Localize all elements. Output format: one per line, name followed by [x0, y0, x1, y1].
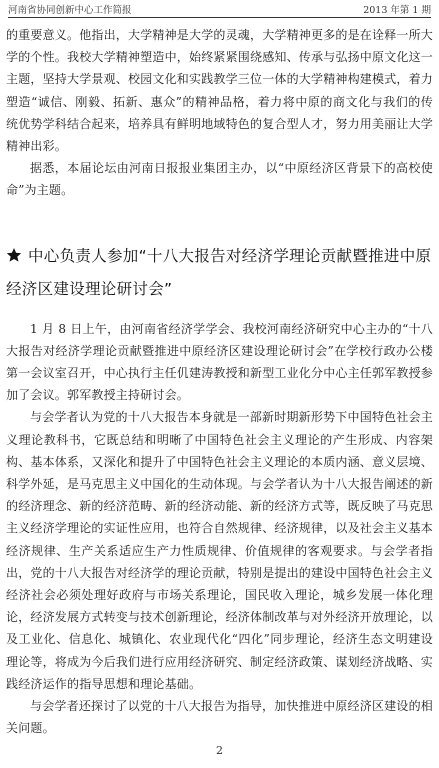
paragraph-top-1: 的重要意义。他指出，大学精神是大学的灵魂，大学精神更多的是在诠释一所大学的个性。我校大学精神塑造中，始终紧紧围绕感知、传承与弘扬中原文化这一主题，坚持大学景观、校园文化和实践教学三位一体的大学精神构建模式，着力塑造“诚信、刚毅、拓新、惠众”的精神品格，着力将中原的商文化与我们的传统优势学科结合起来，培养具有鲜明地域特色的复合型人才，努力用美丽让大学精神出彩。: [6, 28, 434, 154]
header-publication-title: 河南省协同创新中心工作简报: [8, 5, 132, 16]
paragraph-top-2: 据悉，本届论坛由河南日报报业集团主办，以“中原经济区背景下的高校使命”为主题。: [6, 161, 433, 198]
header-issue: 2013 年第 1 期: [363, 5, 431, 16]
section-title-text: 中心负责人参加“十八大报告对经济学理论贡献暨推进中原经济区建设理论研讨会”: [6, 246, 432, 298]
page-content: [6, 24, 433, 739]
star-icon: [6, 240, 24, 273]
paragraph-bottom-2: 与会学者认为党的十八大报告本身就是一部新时期新形势下中国特色社会主义理论教科书，它既总结和明晰了中国特色社会主义理论的产生形成、内容架构、基本体系，又深化和提升了中国特色社会主义理论的本质内涵、意义层境、科学外延，是马克思主义中国化的生动体现。与会学者认为十八大报告阐述的新的经济理念、新的经济范畴、新的经济动能、新的经济方式等，既反映了马克思主义经济学理论的实证性应用，也符合自然规律、经济规律，以及社会主义基本经济规律、生产关系适应生产力性质规律、价值规律的客观要求。与会学者指出，党的十八大报告对经济学的理论贡献，特别是提出的建设中国特色社会主义经济社会必须处理好政府与市场关系理论，国民收入理论，城乡发展一体化理论，经济发展方式转变与技术创新理论，经济体制改革与对外经济开放理论，以及工业化、信息化、城镇化、农业现代化“四化”同步理论，经济生态文明建设理论等，将成为今后我们进行应用经济研究、制定经济政策、谋划经济战略、实践经济运作的指导思想和理论基础。: [6, 410, 434, 691]
paragraph-bottom-1: 1 月 8 日上午，由河南省经济学学会、我校河南经济研究中心主办的“十八大报告对经济学理论贡献暨推进中原经济区建设理论研讨会”在学校行政办公楼第一会议室召开，中心执行主任仉建涛教授和新型工业化分中心主任郭军教授参加了会议。郭军教授主持研讨会。: [6, 321, 434, 403]
section-heading: [6, 240, 433, 306]
page-header: [8, 2, 431, 16]
page-number: 2: [216, 744, 223, 757]
paragraph-bottom-3: 与会学者还探讨了以党的十八大报告为指导，加快推进中原经济区建设的相关问题。: [6, 699, 433, 736]
header-divider: [8, 17, 431, 18]
